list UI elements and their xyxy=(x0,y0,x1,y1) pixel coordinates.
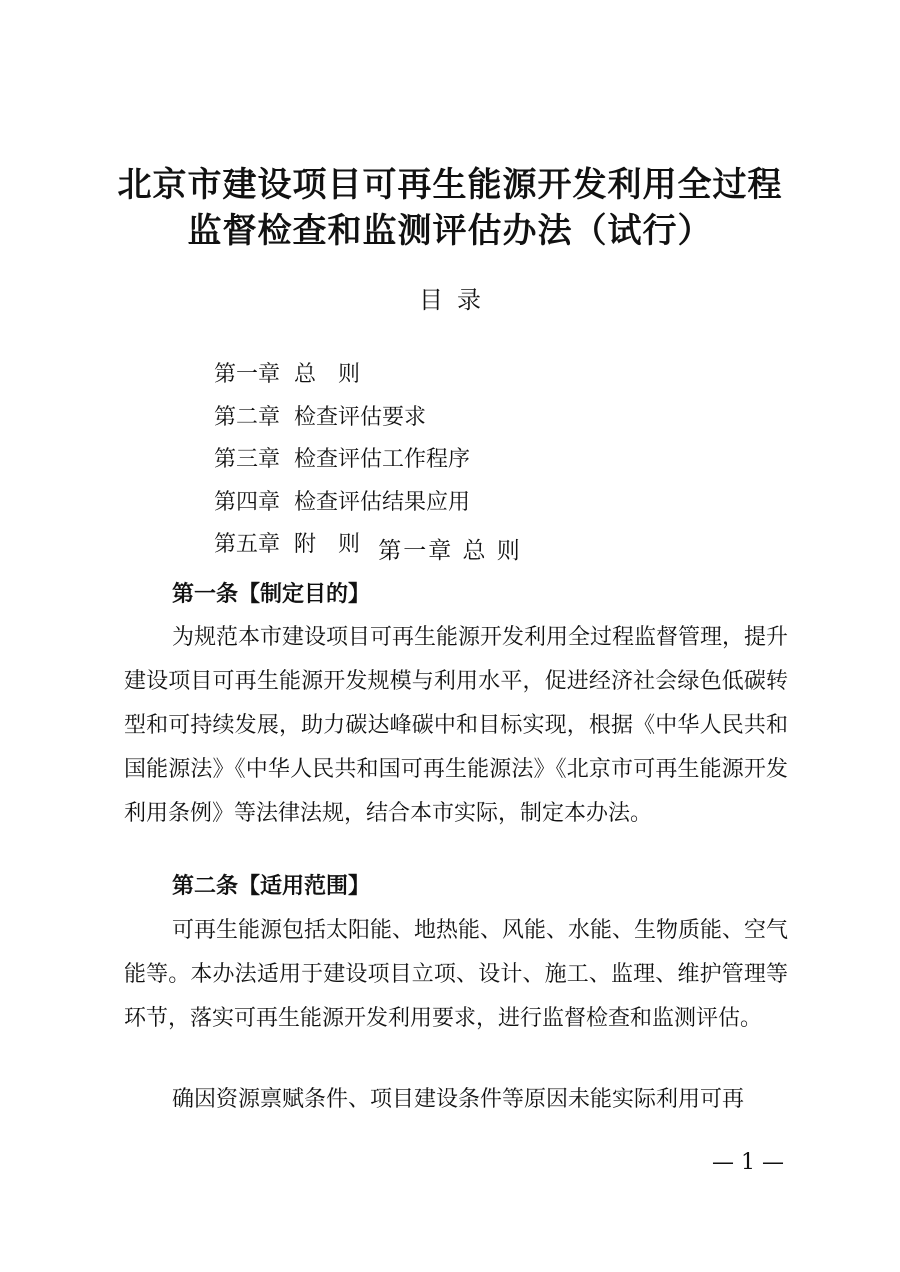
chapter-1-title: 第一章 总 则 xyxy=(378,538,522,564)
toc-chapter-title: 检查评估结果应用 xyxy=(293,489,470,515)
toc-chapter-number: 第一章 xyxy=(213,362,280,387)
article-2-heading: 第二条【适用范围】 xyxy=(172,874,371,899)
page-number: — 1 — xyxy=(712,1150,784,1175)
toc-heading: 目录 xyxy=(419,286,495,314)
toc-chapter-title: 总 则 xyxy=(293,362,360,387)
table-of-contents xyxy=(172,324,470,557)
document-title-line-1: 北京市建设项目可再生能源开发利用全过程 xyxy=(117,165,783,205)
toc-chapter-number: 第四章 xyxy=(213,489,280,515)
toc-item-chapter-1 xyxy=(172,324,470,387)
toc-chapter-number: 第五章 xyxy=(213,532,280,557)
article-1-paragraph: 为规范本市建设项目可再生能源开发利用全过程监督管理，提升建设项目可再生能源开发规模与利用水平，促进经济社会绿色低碳转型和可持续发展，助力碳达峰碳中和目标实现，根据《中华人民共和国能源法》《中华人民共和国可再生能源法》《北京市可再生能源开发利用条例》等法律法规，结合本市实际，制定本办法。 xyxy=(124,625,789,826)
toc-chapter-title: 检查评估工作程序 xyxy=(293,447,470,472)
toc-chapter-number: 第三章 xyxy=(213,447,280,472)
article-1-heading: 第一条【制定目的】 xyxy=(172,582,371,607)
toc-chapter-title: 附 则 xyxy=(293,532,360,557)
document-title-line-2: 监督检查和监测评估办法（试行） xyxy=(187,211,713,251)
article-2-paragraph-2: 确因资源禀赋条件、项目建设条件等原因未能实际利用可再 xyxy=(172,1087,745,1112)
toc-chapter-number: 第二章 xyxy=(213,404,280,430)
article-2-paragraph-1: 可再生能源包括太阳能、地热能、风能、水能、生物质能、空气能等。本办法适用于建设项目立项、设计、施工、监理、维护管理等环节，落实可再生能源开发利用要求，进行监督检查和监测评估。 xyxy=(124,918,789,1031)
toc-chapter-title: 检查评估要求 xyxy=(293,404,426,430)
